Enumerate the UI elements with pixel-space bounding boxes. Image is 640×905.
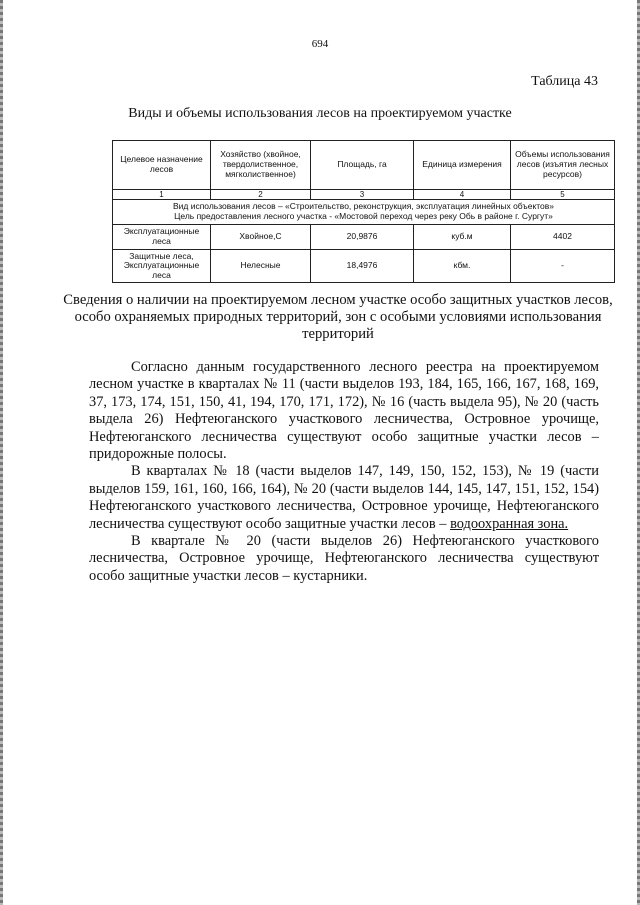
header-cell: Объемы использования лесов (изъятия лесных ресурсов)	[511, 141, 615, 190]
table-cell: Эксплуатационные леса	[113, 225, 211, 250]
table-cell: куб.м	[414, 225, 511, 250]
body-text	[89, 359, 599, 585]
column-number: 4	[414, 190, 511, 200]
column-number: 5	[511, 190, 615, 200]
table-cell: Хвойное,С	[211, 225, 311, 250]
section-heading: Сведения о наличии на проектируемом лесном участке особо защитных участков лесов, особо охраняемых природных территорий, зон с особыми условиями использования территорий	[63, 292, 613, 342]
column-number: 1	[113, 190, 211, 200]
page-number: 694	[311, 38, 329, 50]
forest-usage-table	[112, 140, 615, 283]
header-cell: Площадь, га	[311, 141, 414, 190]
paragraph-2-text: В кварталах № 18 (части выделов 147, 149, 150, 152, 153), № 19 (части выделов 159, 161, 160, 166, 164), № 20 (части выделов 144, 145, 147, 151, 152, 154) Нефтеюганского участкового лесничества, Островное урочище, Нефтеюганского лесничества существуют особо защитные участки лесов –	[89, 463, 599, 532]
table-label: Таблица 43	[531, 74, 598, 89]
table-cell: 18,4976	[311, 250, 414, 283]
table-header-row	[113, 141, 615, 190]
table-cell: -	[511, 250, 615, 283]
header-cell: Хозяйство (хвойное, твердолиственное, мягколиственное)	[211, 141, 311, 190]
paragraph-1: Согласно данным государственного лесного реестра на проектируемом лесном участке в кварталах № 11 (части выделов 193, 184, 165, 166, 167, 168, 169, 37, 173, 174, 151, 150, 41, 194, 170, 171, 172), № 16 (часть выдела 95), № 20 (часть выдела 26) Нефтеюганского участкового лесничества, Островное урочище, Нефтеюганского лесничества существуют особо защитные участки лесов – придорожные полосы.	[89, 359, 599, 463]
usage-info-cell	[113, 200, 615, 225]
table-row	[113, 225, 615, 250]
column-number: 3	[311, 190, 414, 200]
table-cell: Нелесные	[211, 250, 311, 283]
scan-left-edge	[0, 0, 3, 905]
header-cell: Единица измерения	[414, 141, 511, 190]
table-cell: 20,9876	[311, 225, 414, 250]
header-cell: Целевое назначение лесов	[113, 141, 211, 190]
paragraph-3: В квартале № 20 (части выделов 26) Нефтеюганского участкового лесничества, Островное урочище, Нефтеюганского лесничества существуют особо защитные участки лесов – кустарники.	[89, 533, 599, 584]
table-row	[113, 250, 615, 283]
paragraph-2	[89, 463, 599, 533]
table-cell: 4402	[511, 225, 615, 250]
usage-info-row	[113, 200, 615, 225]
water-protection-zone-text: водоохранная зона.	[450, 515, 569, 532]
usage-type: Вид использования лесов – «Строительство, реконструкция, эксплуатация линейных объектов»	[172, 201, 555, 212]
column-number: 2	[211, 190, 311, 200]
table-title: Виды и объемы использования лесов на проектируемом участке	[128, 106, 512, 121]
usage-purpose: Цель предоставления лесного участка - «Мостовой переход через реку Обь в районе г. Сургут»	[174, 211, 553, 222]
table-cell: Защитные леса, Эксплуатационные леса	[113, 250, 211, 283]
column-number-row	[113, 190, 615, 200]
table-cell: кбм.	[414, 250, 511, 283]
